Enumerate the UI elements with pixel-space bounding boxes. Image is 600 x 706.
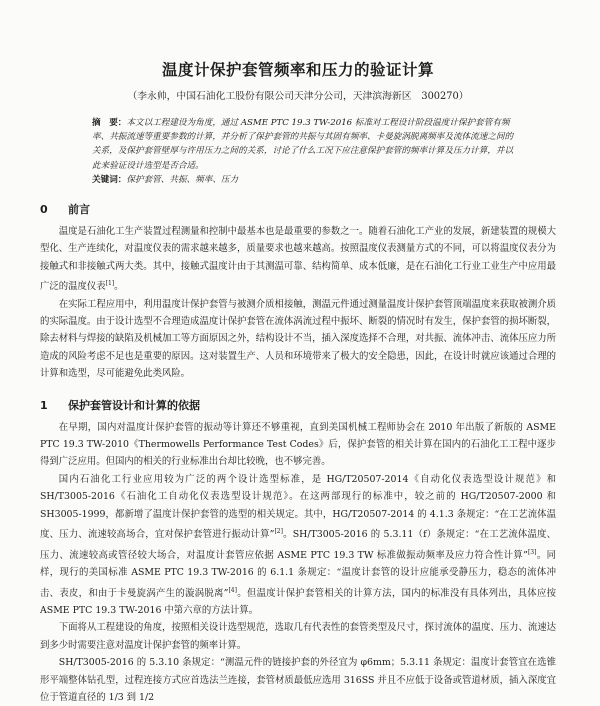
abstract-label: 摘 要： [92, 118, 127, 128]
keywords-text: 保护套管、共振、频率、压力 [126, 174, 239, 185]
section-heading [40, 201, 556, 217]
paragraph: 温度是石油化工生产装置过程测量和控制中最基本也是最重要的参数之一。随着石油化工产业的发展，新建装置的规模大型化、生产连续化，对温度仪表的需求越来越多，质量要求也越来越高。按照温度仪表测量方式的不同，可以将温度仪表分为接触式和非接触式两大类。其中，接触式温度计由于其测温可靠、结构简单、成本低廉，是在石油化工行业工业生产中应用最广泛的温度仪表[1]。 [40, 225, 556, 293]
paragraph: 国内石油化工行业应用较为广泛的两个设计选型标准，是 HG/T20507-2014《自动化仪表选型设计规范》和 SH/T3005-2016《石油化工自动化仪表选型设计规范》。在这两部现行的标准中，较之前的 HG/T20507-2000 和 SH3005-1999，都新增了温度计保护套管的选型的相关规定。其中，HG/T20507-2014 的 4.1.3 条规定：“在工艺流体温度、压力、流速较高场合，宜对保护套管进行振动计算”[2]。SH/T3005-2016 的 5.3.11（f）条规定：“在工艺流体温度、压力、流速较高或管径较大场合，对温度计套管应依据 ASME PTC 19.3 TW 标准做振动频率及应力符合性计算”[3]。同样，现行的美国标准 ASME PTC 19.3 TW-2016 的 6.1.1 条规定：“温度计套管的设计应能承受静压力，稳态的流体冲击、表皮，和由于卡曼旋涡产生的漩涡脱离”[4]。但温度计保护套管相关的计算方法，国内的标准没有具体列出，具体应按 ASME PTC 19.3 TW-2016 中第六章的方法计算。 [40, 473, 556, 617]
paragraph: 下面将从工程建设的角度，按照相关设计选型规范，选取几有代表性的套管类型及尺寸，探讨流体的温度、压力、流速达到多少时需要注意对温度计保护套管的频率计算。 [40, 622, 556, 651]
abstract-block [40, 116, 556, 173]
keywords-label: 关键词： [92, 174, 127, 185]
section-heading [40, 397, 556, 413]
keywords-block [40, 173, 556, 187]
paragraph: 在实际工程应用中，利用温度计保护套管与被测介质相接触，测温元件通过测量温度计保护套管顶端温度来获取被测介质的实际温度。由于设计选型不合理造成温度计保护套管在流体涡流过程中振坏、断裂的情况时有发生，保护套管的损坏断裂，除去材料与焊接的缺陷及机械加工等方面原因之外，结构设计不当，插入深度选择不合理，对共振、流体冲击、流体压应力所造成的风险考虑不足也是重要的原因。这对装置生产、人员和环境带来了极大的安全隐患，因此，在设计时就应该通过合理的计算和选型，尽可能避免此类风险。 [40, 298, 556, 380]
section-title: 前言 [68, 202, 90, 216]
citation-mark: [4] [228, 586, 237, 594]
paragraph: SH/T3005-2016 的 5.3.10 条规定：“测温元件的链接护套的外径宜为 φ6mm；5.3.11 条规定：温度计套管宜在选锥形平端整体钻孔型，过程连接方式应首选法兰连接，套管材质最低应选用 316SS 并且不应低于设备或管道材质，插入深度宜位于管道直径的 1/3 到 1/2 [40, 657, 556, 704]
citation-mark: [3] [527, 548, 537, 556]
abstract-text: 本文以工程建设为角度，通过 ASME PTC 19.3 TW-2016 标准对工程设计阶段温度计保护套管有频率、共振流速等重要参数的计算，并分析了保护套管的共振与其固有频率、卡曼旋涡脱离频率及流体流速之间的关系，及保护套管壁厚与许用压力之间的关系，讨论了什么工况下应注意保护套管的频率计算及压力计算，并以此来验证设计选型是否合适。 [92, 118, 514, 171]
section-number: 0 [40, 202, 48, 216]
paper-title: 温度计保护套管频率和压力的验证计算 [161, 61, 434, 79]
citation-mark: [2] [274, 528, 283, 536]
citation-mark: [1] [105, 280, 115, 288]
author-affiliation: （李永帅，中国石油化工股份有限公司天津分公司，天津滨海新区 300270） [127, 91, 469, 102]
paragraph: 在早期，国内对温度计保护套管的振动等计算还不够重视，直到美国机械工程师协会在 2010 年出版了新版的 ASME PTC 19.3 TW-2010《Thermowells Performance Test Codes》后，保护套管的相关计算在国内的石油化工工程中逐步得到广泛应用。但国内的相关的行业标准出台却比较晚，也不够完善。 [40, 421, 556, 468]
section-title: 保护套管设计和计算的依据 [68, 398, 200, 412]
section-number: 1 [40, 398, 48, 412]
